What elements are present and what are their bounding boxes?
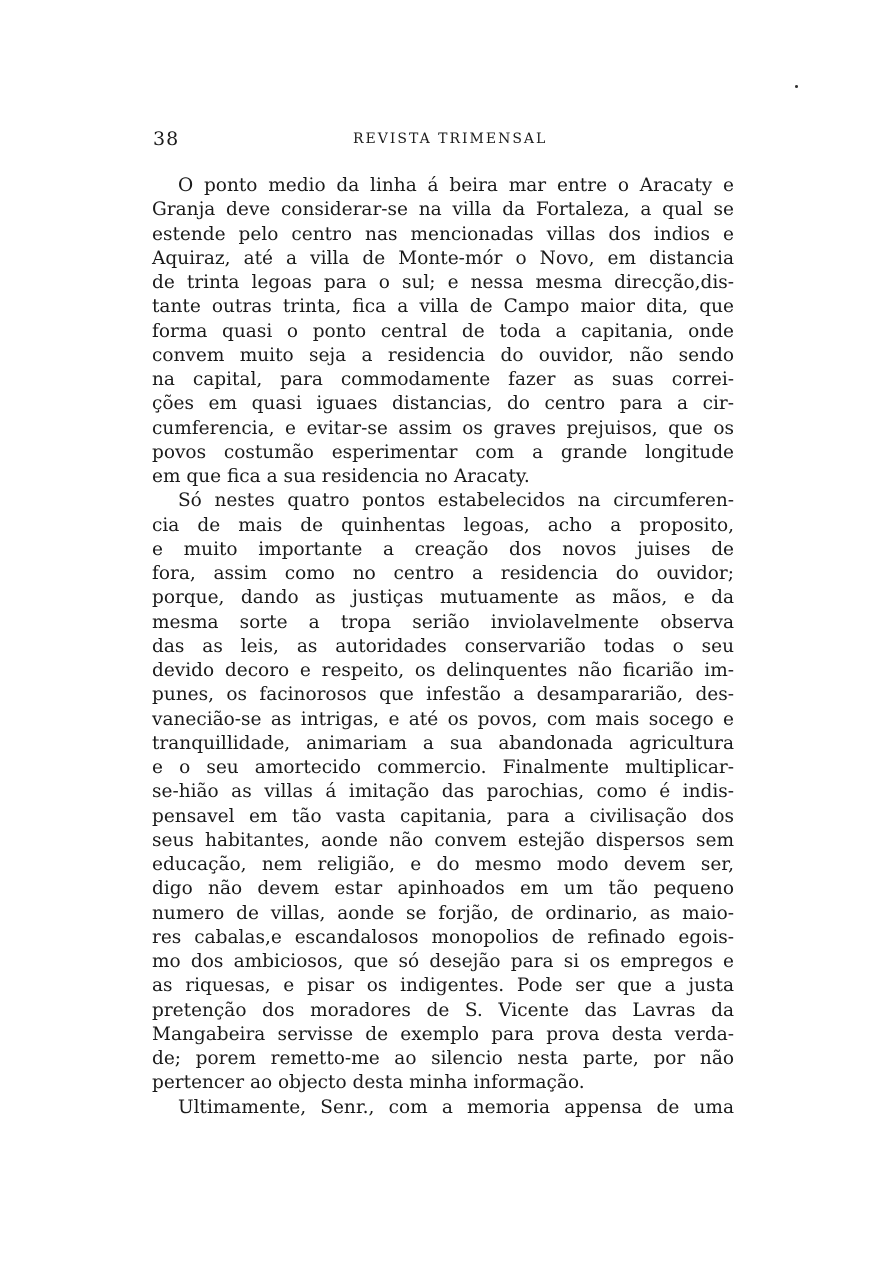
text-line: e o seu amortecido commercio. Finalmente multiplicar- bbox=[152, 757, 734, 778]
text-line: seus habitantes, aonde não convem estejão dispersos sem bbox=[152, 829, 734, 851]
text-line: Aquiraz, até a villa de Monte-mór o Novo, em distancia bbox=[152, 247, 734, 269]
running-head: REVISTA TRIMENSAL bbox=[353, 131, 548, 147]
stray-mark bbox=[795, 85, 798, 88]
text-line: vanecião-se as intrigas, e até os povos, com mais socego e bbox=[152, 708, 734, 730]
text-line: mo dos ambiciosos, que só desejão para si os empregos e bbox=[152, 951, 734, 972]
text-line: as riquesas, e pisar os indigentes. Pode ser que a justa bbox=[152, 975, 734, 997]
text-line: educação, nem religião, e do mesmo modo devem ser, bbox=[152, 854, 734, 875]
text-line: das as leis, as autoridades conservarião todas o seu bbox=[152, 635, 734, 657]
text-line: pertencer ao objecto desta minha informação. bbox=[152, 1072, 585, 1094]
text-line: pensavel em tão vasta capitania, para a civilisação dos bbox=[152, 805, 734, 827]
text-line: convem muito seja a residencia do ouvidor, não sendo bbox=[152, 344, 734, 366]
text-line: em que fica a sua residencia no Aracaty. bbox=[152, 466, 530, 487]
text-line: numero de villas, aonde se forjão, de ordinario, as maio- bbox=[152, 902, 734, 924]
text-line: O ponto medio da linha á beira mar entre o Aracaty e bbox=[178, 175, 734, 196]
text-line: mesma sorte a tropa serião inviolavelmente observa bbox=[152, 611, 734, 633]
text-line: Só nestes quatro pontos estabelecidos na circumferen- bbox=[178, 490, 734, 512]
text-line: tranquillidade, animariam a sua abandonada agricultura bbox=[152, 732, 734, 754]
text-line: Granja deve considerar-se na villa da Fortaleza, a qual se bbox=[152, 199, 734, 221]
text-line: Ultimamente, Senr., com a memoria appensa de uma bbox=[178, 1096, 734, 1118]
text-line: Mangabeira servisse de exemplo para prova desta verda- bbox=[152, 1023, 734, 1045]
text-line: digo não devem estar apinhoados em um tão pequeno bbox=[152, 878, 734, 900]
text-line: res cabalas,e escandalosos monopolios de refinado egois- bbox=[152, 926, 734, 948]
text-line: povos costumão esperimentar com a grande longitude bbox=[152, 441, 734, 463]
text-line: punes, os facinorosos que infestão a desampararião, des- bbox=[152, 684, 734, 706]
body-text bbox=[152, 174, 734, 1120]
text-line: e muito importante a creação dos novos juises de bbox=[152, 538, 734, 560]
text-line: porque, dando as justiças mutuamente as mãos, e da bbox=[152, 587, 734, 609]
page-number: 38 bbox=[153, 128, 180, 150]
text-line: cumferencia, e evitar-se assim os graves prejuisos, que os bbox=[152, 417, 734, 439]
text-line: tante outras trinta, fica a villa de Campo maior dita, que bbox=[152, 296, 734, 318]
text-line: cia de mais de quinhentas legoas, acho a proposito, bbox=[152, 514, 734, 536]
page-header bbox=[153, 128, 733, 158]
text-line: de; porem remetto-me ao silencio nesta parte, por não bbox=[152, 1048, 734, 1069]
text-line: na capital, para commodamente fazer as suas correi- bbox=[152, 369, 734, 390]
text-line: ções em quasi iguaes distancias, do centro para a cir- bbox=[152, 393, 734, 415]
text-line: forma quasi o ponto central de toda a capitania, onde bbox=[152, 320, 734, 342]
text-line: estende pelo centro nas mencionadas villas dos indios e bbox=[152, 223, 734, 245]
text-line: pretenção dos moradores de S. Vicente das Lavras da bbox=[152, 999, 734, 1021]
text-line: fora, assim como no centro a residencia do ouvidor; bbox=[152, 563, 734, 584]
text-line: devido decoro e respeito, os delinquentes não ficarião im- bbox=[152, 660, 734, 681]
text-line: de trinta legoas para o sul; e nessa mesma direcção,dis- bbox=[152, 272, 734, 293]
text-line: se-hião as villas á imitação das parochias, como é indis- bbox=[152, 781, 734, 803]
